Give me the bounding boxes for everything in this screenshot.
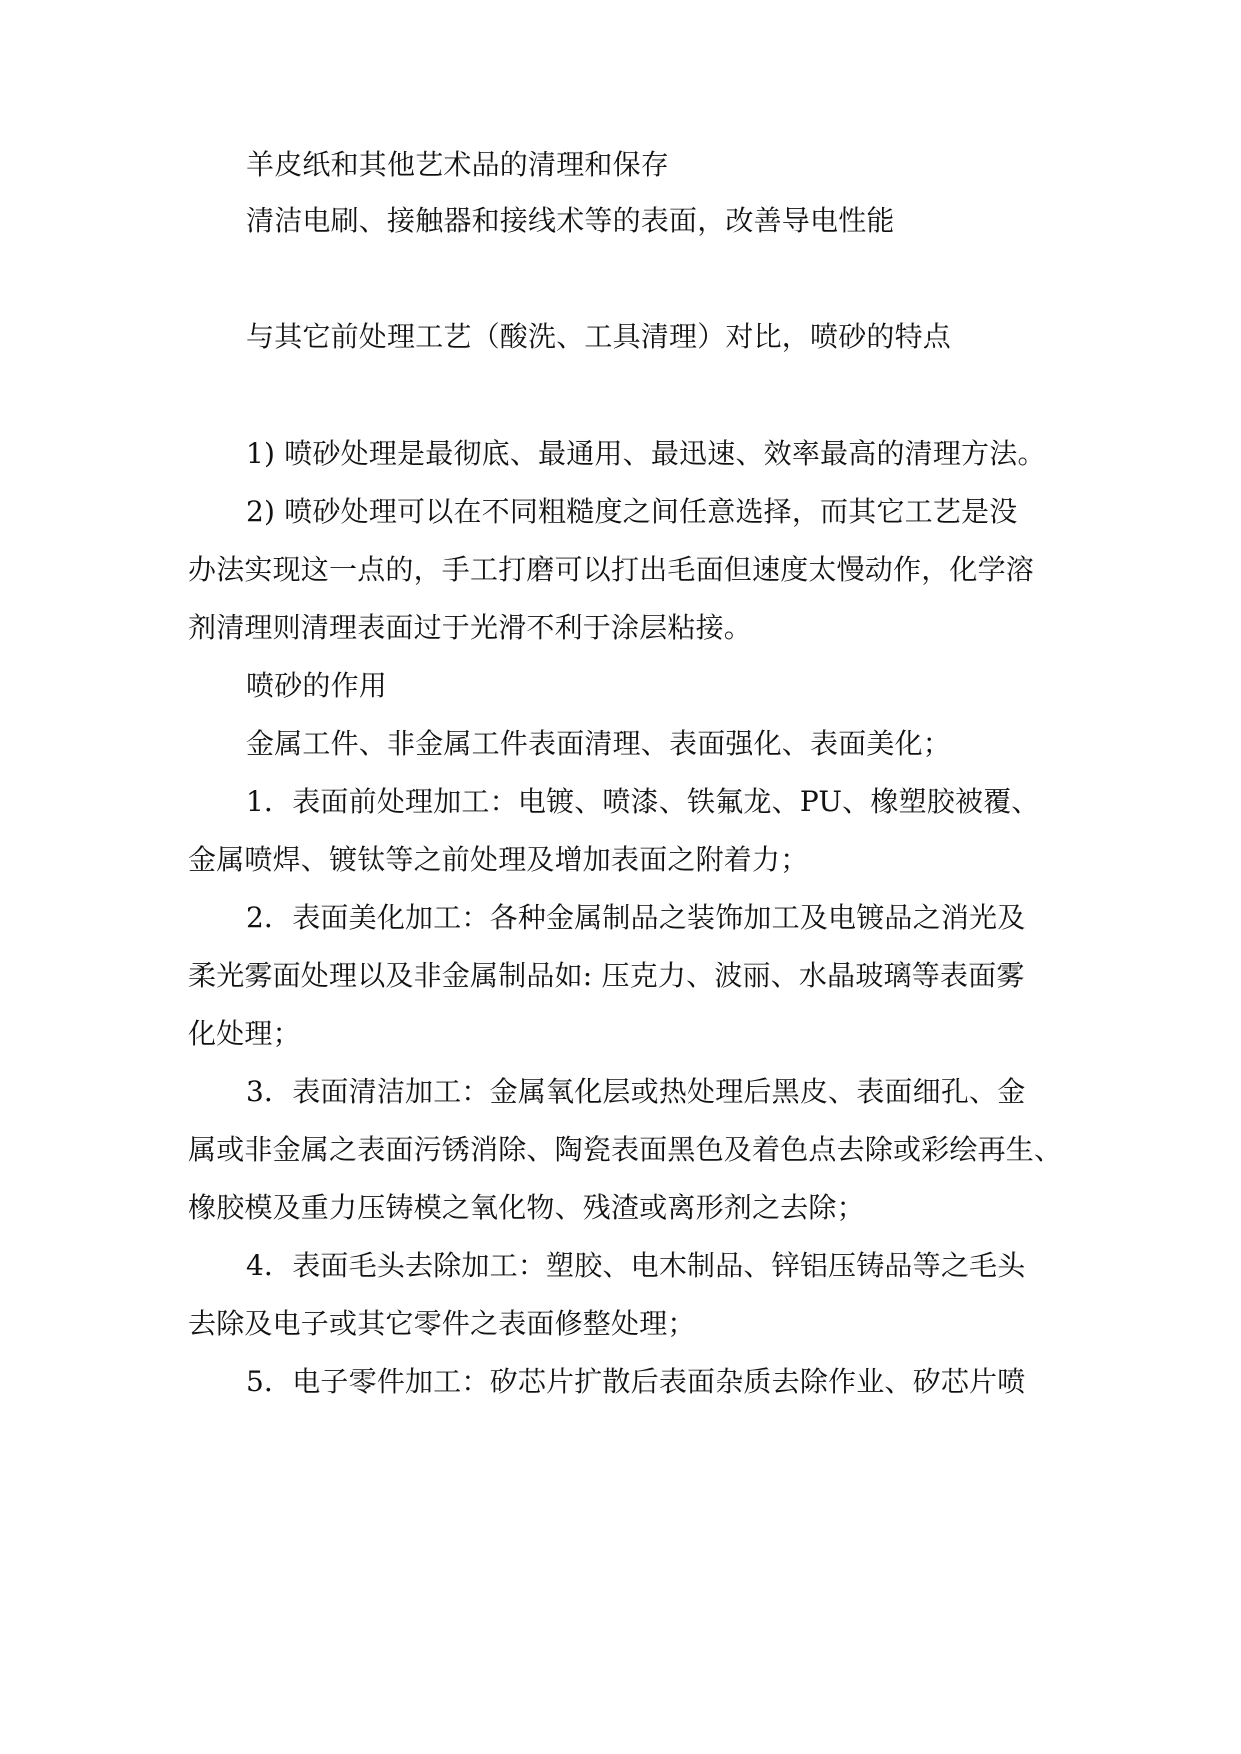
numbered-item-4-cont: 去除及电子或其它零件之表面修整处理； xyxy=(188,1307,696,1340)
list-item-2-cont-2: 剂清理则清理表面过于光滑不利于涂层粘接。 xyxy=(188,611,753,644)
numbered-item-3-cont-2: 橡胶模及重力压铸模之氧化物、残渣或离形剂之去除； xyxy=(188,1191,865,1224)
section-heading-comparison: 与其它前处理工艺（酸洗、工具清理）对比，喷砂的特点 xyxy=(246,320,952,353)
numbered-item-3-cont-1: 属或非金属之表面污锈消除、陶瓷表面黑色及着色点去除或彩绘再生、 xyxy=(188,1133,1063,1166)
section-heading-function: 喷砂的作用 xyxy=(246,669,388,702)
text-line-brushes: 清洁电刷、接触器和接线术等的表面，改善导电性能 xyxy=(246,204,895,237)
numbered-item-4: 4．表面毛头去除加工：塑胶、电木制品、锌铝压铸品等之毛头 xyxy=(246,1249,1026,1282)
numbered-item-2-cont-1: 柔光雾面处理以及非金属制品如: 压克力、波丽、水晶玻璃等表面雾 xyxy=(188,959,1025,992)
list-item-2-cont-1: 办法实现这一点的，手工打磨可以打出毛面但速度太慢动作，化学溶 xyxy=(188,553,1035,586)
list-item-2: 2) 喷砂处理可以在不同粗糙度之间任意选择，而其它工艺是没 xyxy=(246,495,1018,528)
text-line-summary: 金属工件、非金属工件表面清理、表面强化、表面美化； xyxy=(246,727,952,760)
list-item-1: 1) 喷砂处理是最彻底、最通用、最迅速、效率最高的清理方法。 xyxy=(246,437,1046,470)
text-line-parchment: 羊皮纸和其他艺术品的清理和保存 xyxy=(246,148,670,181)
numbered-item-3: 3．表面清洁加工：金属氧化层或热处理后黑皮、表面细孔、金 xyxy=(246,1075,1026,1108)
numbered-item-5: 5．电子零件加工：矽芯片扩散后表面杂质去除作业、矽芯片喷 xyxy=(246,1365,1026,1398)
numbered-item-1-cont: 金属喷焊、镀钛等之前处理及增加表面之附着力； xyxy=(188,843,809,876)
numbered-item-2-cont-2: 化处理； xyxy=(188,1017,301,1050)
numbered-item-2: 2．表面美化加工：各种金属制品之装饰加工及电镀品之消光及 xyxy=(246,901,1026,934)
numbered-item-1: 1．表面前处理加工：电镀、喷漆、铁氟龙、PU、橡塑胶被覆、 xyxy=(246,785,1040,818)
